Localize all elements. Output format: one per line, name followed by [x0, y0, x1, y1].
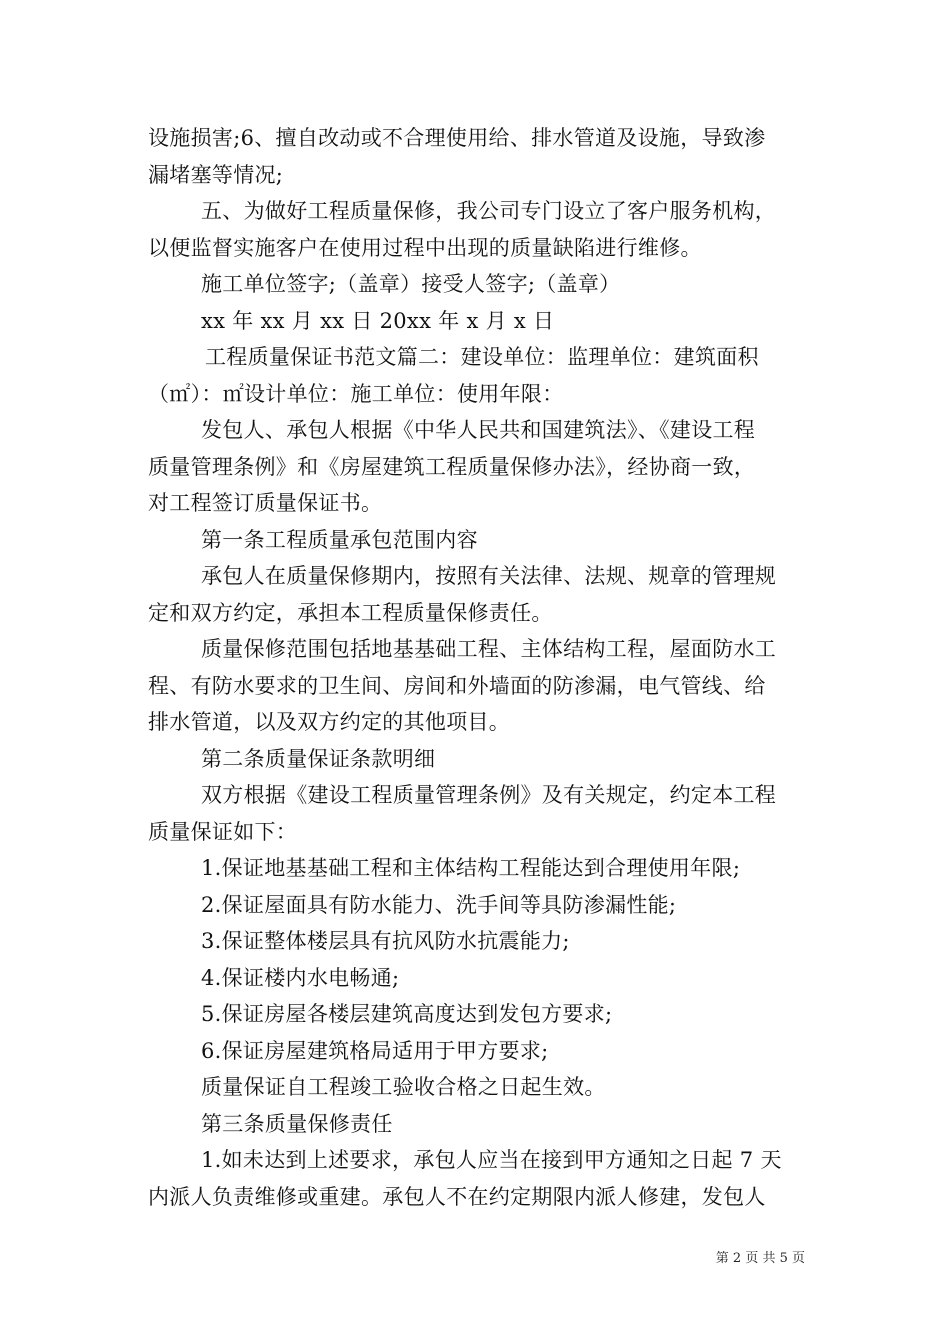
text-line: 对工程签订质量保证书。	[148, 491, 383, 515]
text-line: 发包人、承包人根据《中华人民共和国建筑法》、《建设工程	[201, 418, 756, 442]
section-heading: 工程质量保证书范文篇二：建设单位：监理单位：建筑面积	[205, 345, 759, 369]
article-heading: 第三条质量保修责任	[201, 1111, 393, 1136]
text-line: 质量管理条例》和《房屋建筑工程质量保修办法》，经协商一致，	[148, 454, 756, 479]
text-line: 内派人负责维修或重建。承包人不在约定期限内派人修建，发包人	[148, 1184, 766, 1209]
text-line: 质量保修范围包括地基基础工程、主体结构工程，屋面防水工	[201, 637, 777, 661]
article-heading: 第一条工程质量承包范围内容	[201, 527, 478, 552]
text-line: 五、为做好工程质量保修，我公司专门设立了客户服务机构，	[201, 199, 777, 223]
list-item: 2.保证屋面具有防水能力、洗手间等具防渗漏性能;	[201, 892, 677, 917]
text-line: 施工单位签字;（盖章）接受人签字;（盖章）	[201, 272, 621, 296]
text-line: 以便监督实施客户在使用过程中出现的质量缺陷进行维修。	[148, 235, 702, 260]
text-line: 排水管道，以及双方约定的其他项目。	[148, 710, 511, 734]
list-item: 1.如未达到上述要求，承包人应当在接到甲方通知之日起 7 天	[201, 1148, 782, 1172]
text-line: 双方根据《建设工程质量管理条例》及有关规定，约定本工程	[201, 783, 777, 807]
text-line: 设施损害;6、擅自改动或不合理使用给、排水管道及设施，导致渗	[148, 126, 766, 150]
list-item: 3.保证整体楼层具有抗风防水抗震能力;	[201, 929, 570, 953]
text-line: （㎡）：㎡设计单位：施工单位：使用年限：	[148, 381, 564, 406]
text-line: 承包人在质量保修期内，按照有关法律、法规、规章的管理规	[201, 564, 777, 588]
page-number: 第 2 页 共 5 页	[715, 1251, 805, 1266]
text-line: xx 年 xx 月 xx 日 20xx 年 x 月 x 日	[201, 308, 555, 333]
article-heading: 第二条质量保证条款明细	[201, 746, 436, 771]
list-item: 4.保证楼内水电畅通;	[201, 965, 400, 990]
text-line: 漏堵塞等情况;	[148, 162, 284, 187]
text-line: 程、有防水要求的卫生间、房间和外墙面的防渗漏，电气管线、给	[148, 673, 766, 698]
text-line: 质量保证自工程竣工验收合格之日起生效。	[201, 1075, 606, 1099]
text-line: 定和双方约定，承担本工程质量保修责任。	[148, 600, 553, 625]
text-line: 质量保证如下：	[148, 819, 298, 844]
list-item: 1.保证地基基础工程和主体结构工程能达到合理使用年限;	[201, 856, 741, 880]
list-item: 6.保证房屋建筑格局适用于甲方要求;	[201, 1038, 549, 1063]
document-body	[148, 120, 808, 1215]
list-item: 5.保证房屋各楼层建筑高度达到发包方要求;	[201, 1002, 613, 1026]
